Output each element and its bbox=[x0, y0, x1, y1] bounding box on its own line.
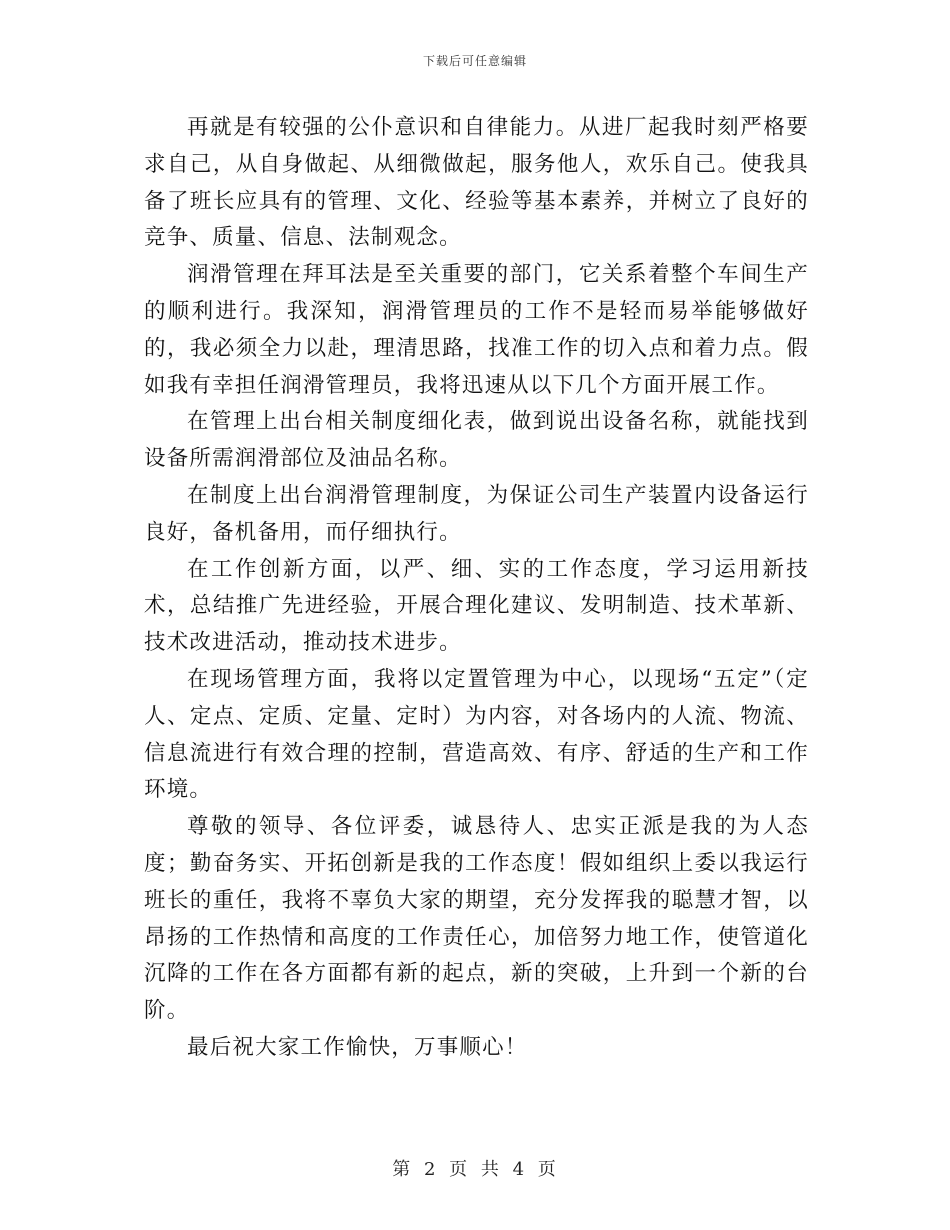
paragraph-lubrication-importance: 润滑管理在拜耳法是至关重要的部门，它关系着整个车间生产的顺利进行。我深知，润滑管理员的工作不是轻而易举能够做好的，我必须全力以赴，理清思路，找准工作的切入点和着力点。假如我有幸担任润滑管理员，我将迅速从以下几个方面开展工作。 bbox=[144, 262, 809, 398]
paragraph-innovation-plan: 在工作创新方面，以严、细、实的工作态度，学习运用新技术，总结推广先进经验，开展合理化建议、发明制造、技术革新、技术改进活动，推动技术进步。 bbox=[144, 556, 809, 656]
paragraph-site-management-plan: 在现场管理方面，我将以定置管理为中心，以现场“五定”（定人、定点、定质、定量、定时）为内容，对各场内的人流、物流、信息流进行有效合理的控制，营造高效、有序、舒适的生产和工作环境。 bbox=[144, 666, 809, 803]
paragraph-system-plan: 在制度上出台润滑管理制度，为保证公司生产装置内设备运行良好，备机备用，而仔细执行。 bbox=[144, 482, 809, 545]
paragraph-self-discipline: 再就是有较强的公仆意识和自律能力。从进厂起我时刻严格要求自己，从自身做起、从细微做起，服务他人，欢乐自己。使我具备了班长应具有的管理、文化、经验等基本素养，并树立了良好的竞争、质量、信息、法制观念。 bbox=[144, 115, 809, 251]
page-header: 下载后可任意编辑 bbox=[422, 54, 527, 68]
paragraph-commitment: 尊敬的领导、各位评委，诚恳待人、忠实正派是我的为人态度；勤奋务实、开拓创新是我的工作态度！假如组织上委以我运行班长的重任，我将不辜负大家的期望，充分发挥我的聪慧才智，以昂扬的工作热情和高度的工作责任心，加倍努力地工作，使管道化沉降的工作在各方面都有新的起点，新的突破，上升到一个新的台阶。 bbox=[144, 814, 809, 1024]
paragraph-management-plan: 在管理上出台相关制度细化表，做到说出设备名称，就能找到设备所需润滑部位及油品名称。 bbox=[144, 409, 809, 472]
page-number-footer: 第 2 页 共 4 页 bbox=[392, 1159, 558, 1180]
document-body bbox=[144, 110, 809, 1067]
paragraph-closing: 最后祝大家工作愉快，万事顺心！ bbox=[187, 1034, 528, 1060]
